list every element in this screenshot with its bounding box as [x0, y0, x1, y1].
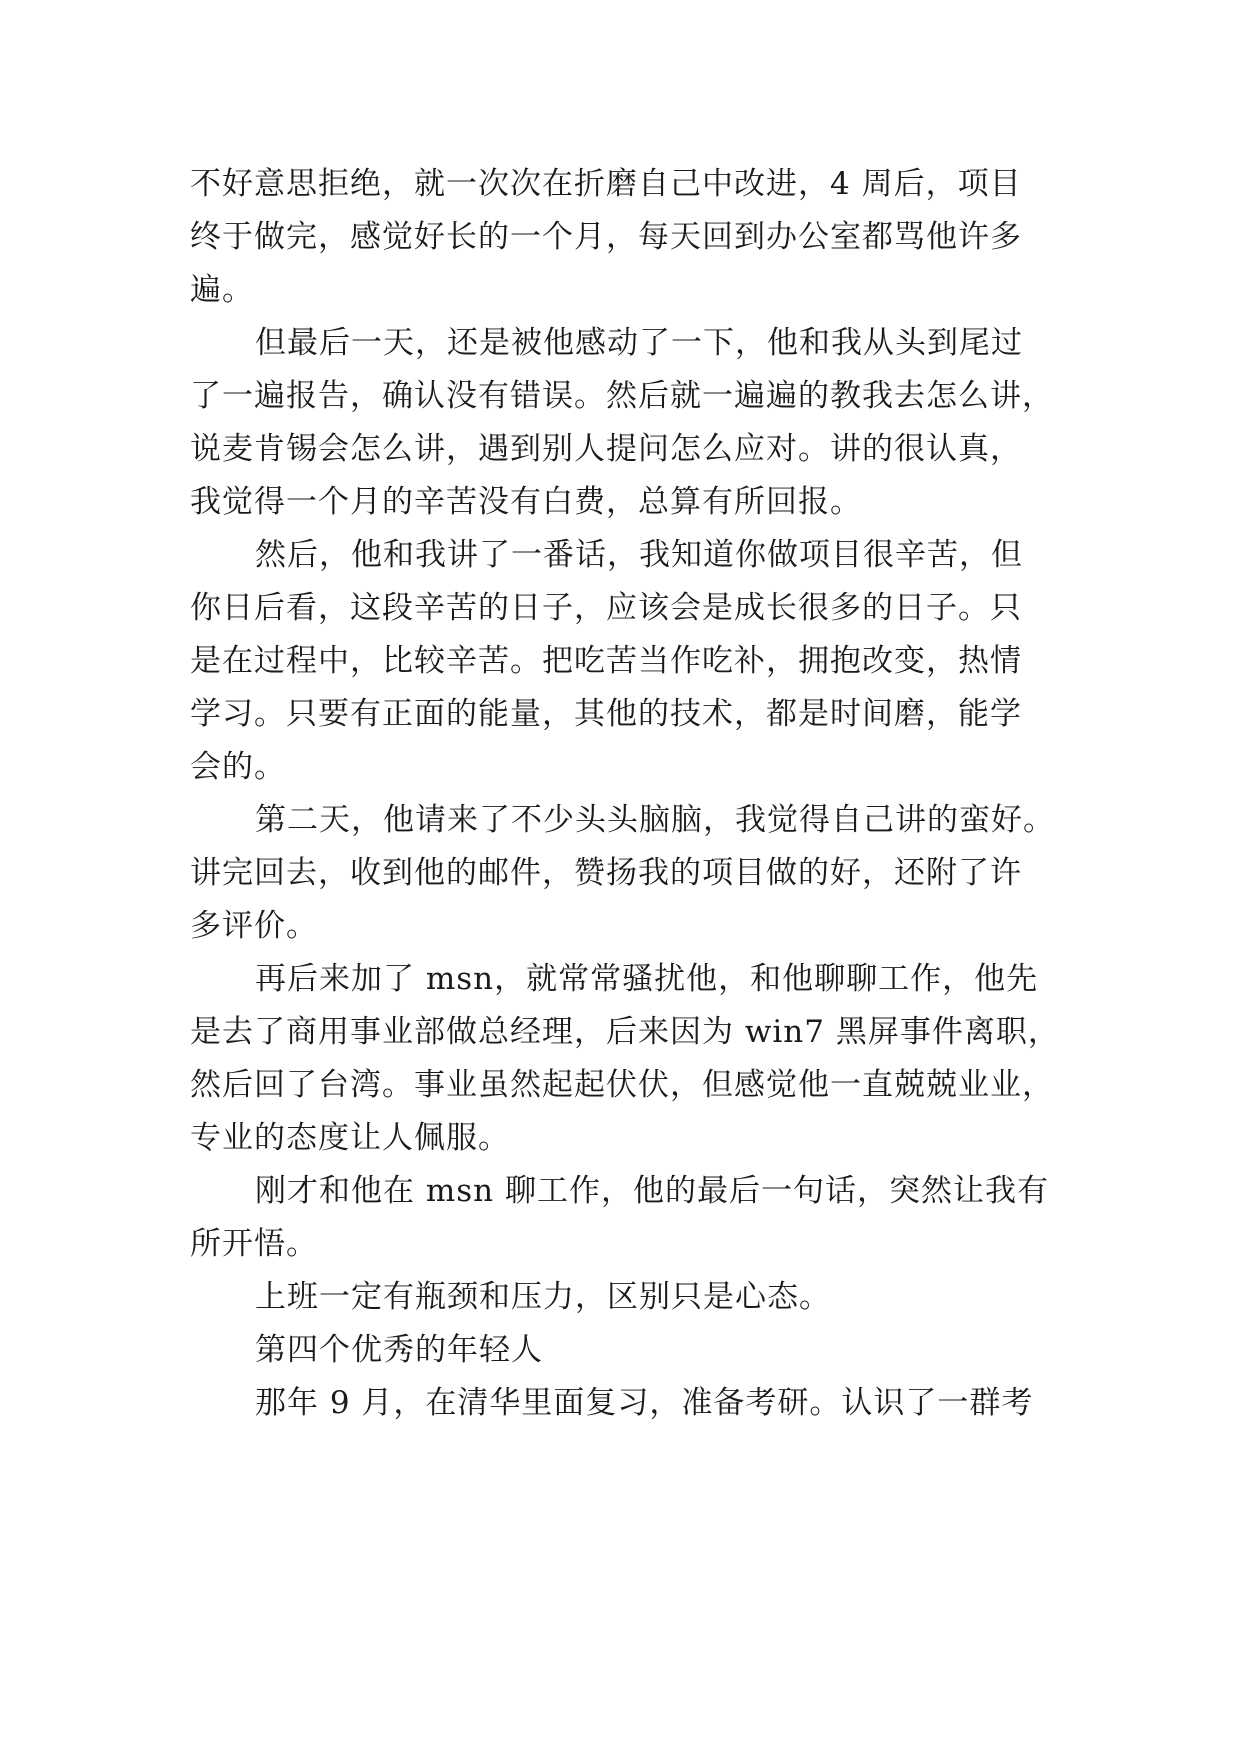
text-line: 说麦肯锡会怎么讲，遇到别人提问怎么应对。讲的很认真， [190, 431, 1022, 467]
text-line: 专业的态度让人佩服。 [190, 1120, 510, 1156]
text-line: 不好意思拒绝，就一次次在折磨自己中改进，4 周后，项目 [190, 166, 1022, 202]
text-line: 了一遍报告，确认没有错误。然后就一遍遍的教我去怎么讲， [190, 378, 1054, 414]
paragraph-first-line: 但最后一天，还是被他感动了一下，他和我从头到尾过 [255, 325, 1023, 361]
text-line: 你日后看，这段辛苦的日子，应该会是成长很多的日子。只 [190, 590, 1022, 626]
text-line: 我觉得一个月的辛苦没有白费，总算有所回报。 [190, 484, 862, 520]
text-line: 会的。 [190, 749, 286, 785]
paragraph-first-line: 那年 9 月，在清华里面复习，准备考研。认识了一群考 [255, 1385, 1034, 1421]
text-line: 所开悟。 [190, 1226, 318, 1262]
text-line: 多评价。 [190, 908, 318, 944]
paragraph-first-line: 第二天，他请来了不少头头脑脑，我觉得自己讲的蛮好。 [255, 802, 1055, 838]
section-heading: 第四个优秀的年轻人 [255, 1332, 543, 1368]
text-line: 是在过程中，比较辛苦。把吃苦当作吃补，拥抱改变，热情 [190, 643, 1022, 679]
paragraph-first-line: 刚才和他在 msn 聊工作，他的最后一句话，突然让我有 [255, 1173, 1049, 1209]
text-line: 讲完回去，收到他的邮件，赞扬我的项目做的好，还附了许 [190, 855, 1022, 891]
text-line: 学习。只要有正面的能量，其他的技术，都是时间磨，能学 [190, 696, 1022, 732]
text-line: 是去了商用事业部做总经理，后来因为 win7 黑屏事件离职， [190, 1014, 1060, 1050]
paragraph-first-line: 再后来加了 msn，就常常骚扰他，和他聊聊工作，他先 [255, 961, 1039, 997]
paragraph-first-line: 然后，他和我讲了一番话，我知道你做项目很辛苦，但 [255, 537, 1023, 573]
text-line: 然后回了台湾。事业虽然起起伏伏，但感觉他一直兢兢业业， [190, 1067, 1054, 1103]
text-line: 终于做完，感觉好长的一个月，每天回到办公室都骂他许多 [190, 219, 1022, 255]
paragraph-first-line: 上班一定有瓶颈和压力，区别只是心态。 [255, 1279, 831, 1315]
text-line: 遍。 [190, 272, 254, 308]
